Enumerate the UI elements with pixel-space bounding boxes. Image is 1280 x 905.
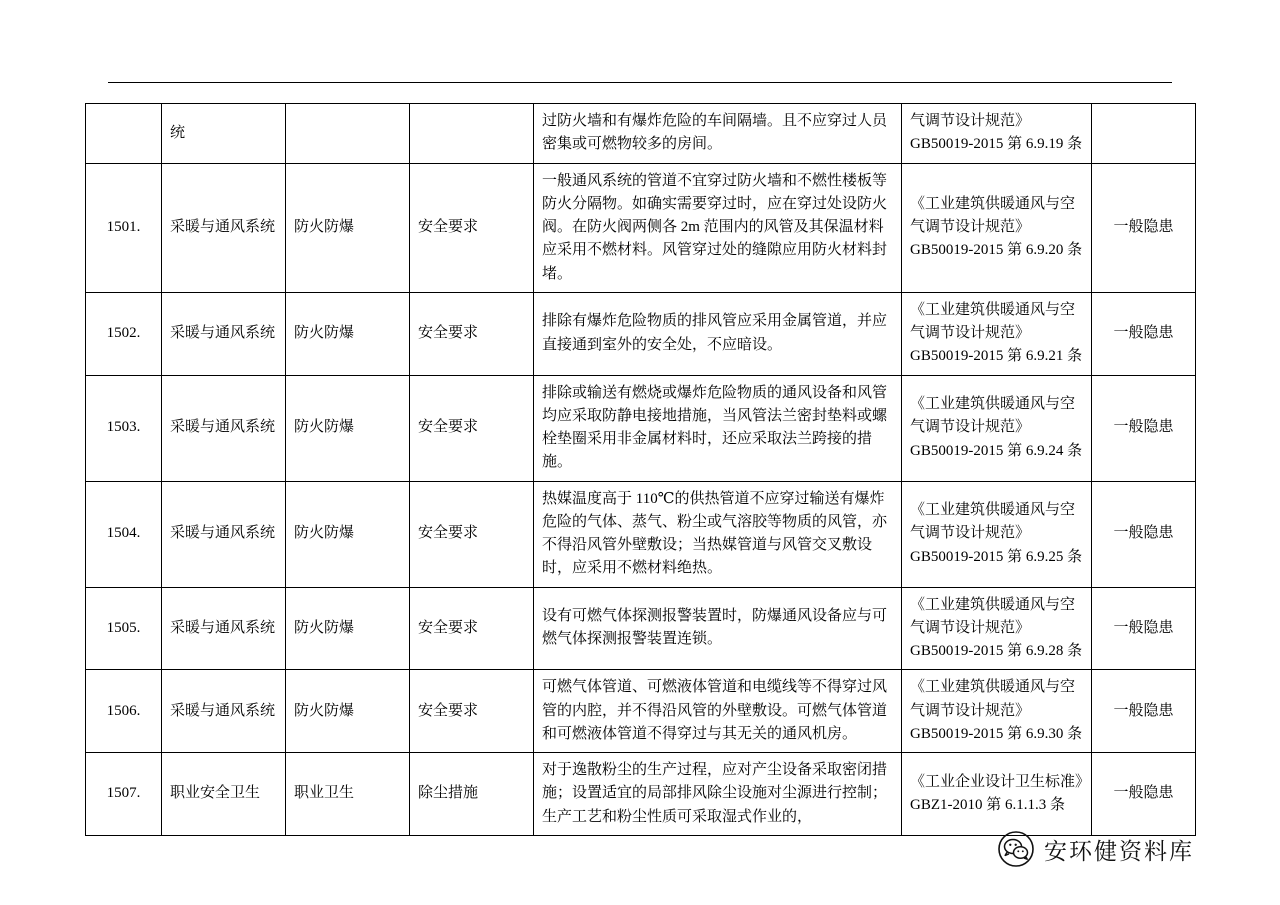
cell-item: 除尘措施 [410,753,534,836]
cell-category: 防火防爆 [286,375,410,481]
cell-id: 1503. [86,375,162,481]
cell-system: 采暖与通风系统 [162,587,286,670]
cell-system: 采暖与通风系统 [162,481,286,587]
table-row [86,481,1196,587]
cell-category: 防火防爆 [286,292,410,375]
cell-level: 一般隐患 [1092,587,1196,670]
cell-system: 采暖与通风系统 [162,163,286,292]
cell-description: 对于逸散粉尘的生产过程，应对产尘设备采取密闭措施；设置适宜的局部排风除尘设施对尘源进行控制；生产工艺和粉尘性质可采取湿式作业的， [534,753,902,836]
cell-description: 设有可燃气体探测报警装置时，防爆通风设备应与可燃气体探测报警装置连锁。 [534,587,902,670]
hazard-table-container [85,103,1195,836]
cell-level: 一般隐患 [1092,481,1196,587]
table-row [86,163,1196,292]
wechat-logo-icon [998,831,1034,867]
cell-level: 一般隐患 [1092,375,1196,481]
table-row [86,292,1196,375]
cell-description: 热媒温度高于 110℃的供热管道不应穿过输送有爆炸危险的气体、蒸气、粉尘或气溶胶等物质的风管，亦不得沿风管外壁敷设；当热媒管道与风管交叉敷设时，应采用不燃材料绝热。 [534,481,902,587]
cell-category: 职业卫生 [286,753,410,836]
header-rule [108,82,1172,83]
table-row [86,375,1196,481]
cell-id: 1505. [86,587,162,670]
cell-id: 1501. [86,163,162,292]
cell-system: 职业安全卫生 [162,753,286,836]
cell-standard: 《工业建筑供暖通风与空气调节设计规范》GB50019-2015 第 6.9.20 条 [902,163,1092,292]
cell-standard: 《工业建筑供暖通风与空气调节设计规范》GB50019-2015 第 6.9.21 条 [902,292,1092,375]
hazard-table [85,103,1196,836]
cell-id: 1507. [86,753,162,836]
cell-system: 统 [162,104,286,164]
table-row [86,753,1196,836]
cell-item: 安全要求 [410,163,534,292]
cell-standard: 《工业企业设计卫生标准》GBZ1-2010 第 6.1.1.3 条 [902,753,1092,836]
cell-item [410,104,534,164]
cell-description: 一般通风系统的管道不宜穿过防火墙和不燃性楼板等防火分隔物。如确实需要穿过时，应在穿过处设防火阀。在防火阀两侧各 2m 范围内的风管及其保温材料应采用不燃材料。风管穿过处的缝隙应用防火材料封堵。 [534,163,902,292]
cell-level: 一般隐患 [1092,292,1196,375]
cell-description: 排除有爆炸危险物质的排风管应采用金属管道，并应直接通到室外的安全处，不应暗设。 [534,292,902,375]
cell-system: 采暖与通风系统 [162,292,286,375]
cell-category: 防火防爆 [286,481,410,587]
cell-item: 安全要求 [410,375,534,481]
cell-item: 安全要求 [410,670,534,753]
cell-system: 采暖与通风系统 [162,670,286,753]
cell-description: 过防火墙和有爆炸危险的车间隔墙。且不应穿过人员密集或可燃物较多的房间。 [534,104,902,164]
cell-standard: 气调节设计规范》GB50019-2015 第 6.9.19 条 [902,104,1092,164]
cell-category [286,104,410,164]
table-row [86,670,1196,753]
cell-level: 一般隐患 [1092,670,1196,753]
cell-system: 采暖与通风系统 [162,375,286,481]
cell-description: 排除或输送有燃烧或爆炸危险物质的通风设备和风管均应采取防静电接地措施，当风管法兰密封垫料或螺栓垫圈采用非金属材料时，还应采取法兰跨接的措施。 [534,375,902,481]
cell-level: 一般隐患 [1092,753,1196,836]
cell-id: 1502. [86,292,162,375]
cell-id: 1506. [86,670,162,753]
watermark-label: 安环健资料库 [1044,837,1194,864]
table-row [86,587,1196,670]
cell-level: 一般隐患 [1092,163,1196,292]
cell-standard: 《工业建筑供暖通风与空气调节设计规范》GB50019-2015 第 6.9.28 条 [902,587,1092,670]
cell-level [1092,104,1196,164]
cell-item: 安全要求 [410,481,534,587]
cell-standard: 《工业建筑供暖通风与空气调节设计规范》GB50019-2015 第 6.9.24 条 [902,375,1092,481]
cell-id [86,104,162,164]
table-row [86,104,1196,164]
cell-category: 防火防爆 [286,163,410,292]
cell-category: 防火防爆 [286,587,410,670]
cell-standard: 《工业建筑供暖通风与空气调节设计规范》GB50019-2015 第 6.9.25 条 [902,481,1092,587]
footer-watermark [998,831,1194,867]
cell-description: 可燃气体管道、可燃液体管道和电缆线等不得穿过风管的内腔，并不得沿风管的外壁敷设。可燃气体管道和可燃液体管道不得穿过与其无关的通风机房。 [534,670,902,753]
cell-id: 1504. [86,481,162,587]
cell-standard: 《工业建筑供暖通风与空气调节设计规范》GB50019-2015 第 6.9.30 条 [902,670,1092,753]
cell-item: 安全要求 [410,292,534,375]
cell-item: 安全要求 [410,587,534,670]
cell-category: 防火防爆 [286,670,410,753]
